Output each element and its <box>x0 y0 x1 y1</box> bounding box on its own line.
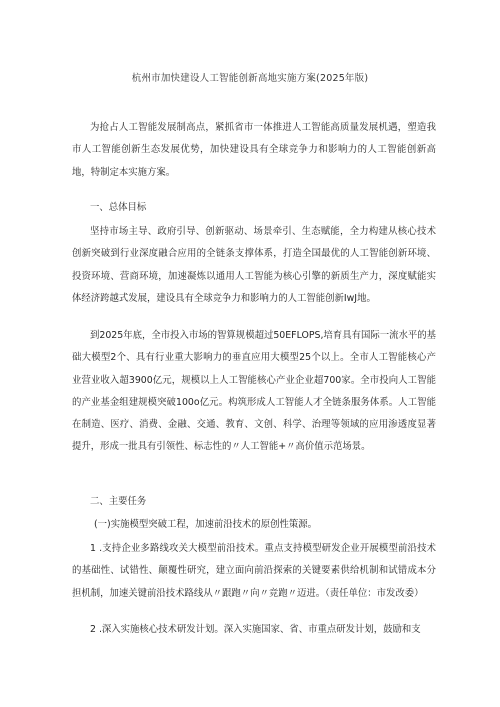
section-heading-tasks: 二、主要任务 <box>90 496 147 507</box>
document-title: 杭州市加快建设人工智能创新高地实施方案(2025年版) <box>131 73 369 84</box>
goals-paragraph-2: 到2025年底，全市投入市场的智算规模超过50EFLOPS,培育具有国际一流水平的基础大模型2个、具有行业重大影响力的垂直应用大模型25个以上。全市人工智能核心产业营业收入超3900亿元，规模以上人工智能核心产业企业超700家。全市投向人工智能的产业基金组建规模突破100o亿元。构筑形成人工智能人才全链条服务体系。人工智能在制造、医疗、消费、金融、交通、教育、文创、科学、治理等领域的应用渗透度显著提升，形成一批具有引领性、标志性的〃人工智能+〃高价值示范场景。 <box>72 330 436 453</box>
goals-paragraph-1: 坚持市场主导、政府引导、创新驱动、场景牵引、生态赋能，全力构建从核心技术创新突破到行业深度融合应用的全链条支撑体系，打造全国最优的人工智能创新环境、投资环境、营商环境，加速凝炼以通用人工智能为核心引擎的新质生产力，深度赋能实体经济跨越式发展，建设具有全球竞争力和影响力的人工智能创新IwJ地。 <box>72 226 436 304</box>
intro-paragraph: 为抢占人工智能发展制高点，紧抓省市一体推进人工智能高质量发展机遇，塑造我市人工智能创新生态发展优势，加快建设具有全球竞争力和影响力的人工智能创新高地，特制定本实施方案。 <box>72 122 436 178</box>
task-item-2: 2 .深入实施核心技术研发计划。深入实施国家、省、市重点研发计划，鼓励和支 <box>90 624 421 635</box>
task-subheading-1: (一)实施模型突破工程，加速前沿技术的原创性策源。 <box>94 519 317 530</box>
section-heading-goals: 一、总体目标 <box>90 202 147 213</box>
task-item-1: 1 .支持企业多路线攻关大模型前沿技术。重点支持模型研发企业开展模型前沿技术的基础性、试错性、颠覆性研究，建立面向前沿探索的关键要素供给机制和试错成本分担机制，加速关键前沿技术路线从〃跟跑〃向〃竞跑〃迈进。（责任单位：市发改委） <box>72 543 436 599</box>
